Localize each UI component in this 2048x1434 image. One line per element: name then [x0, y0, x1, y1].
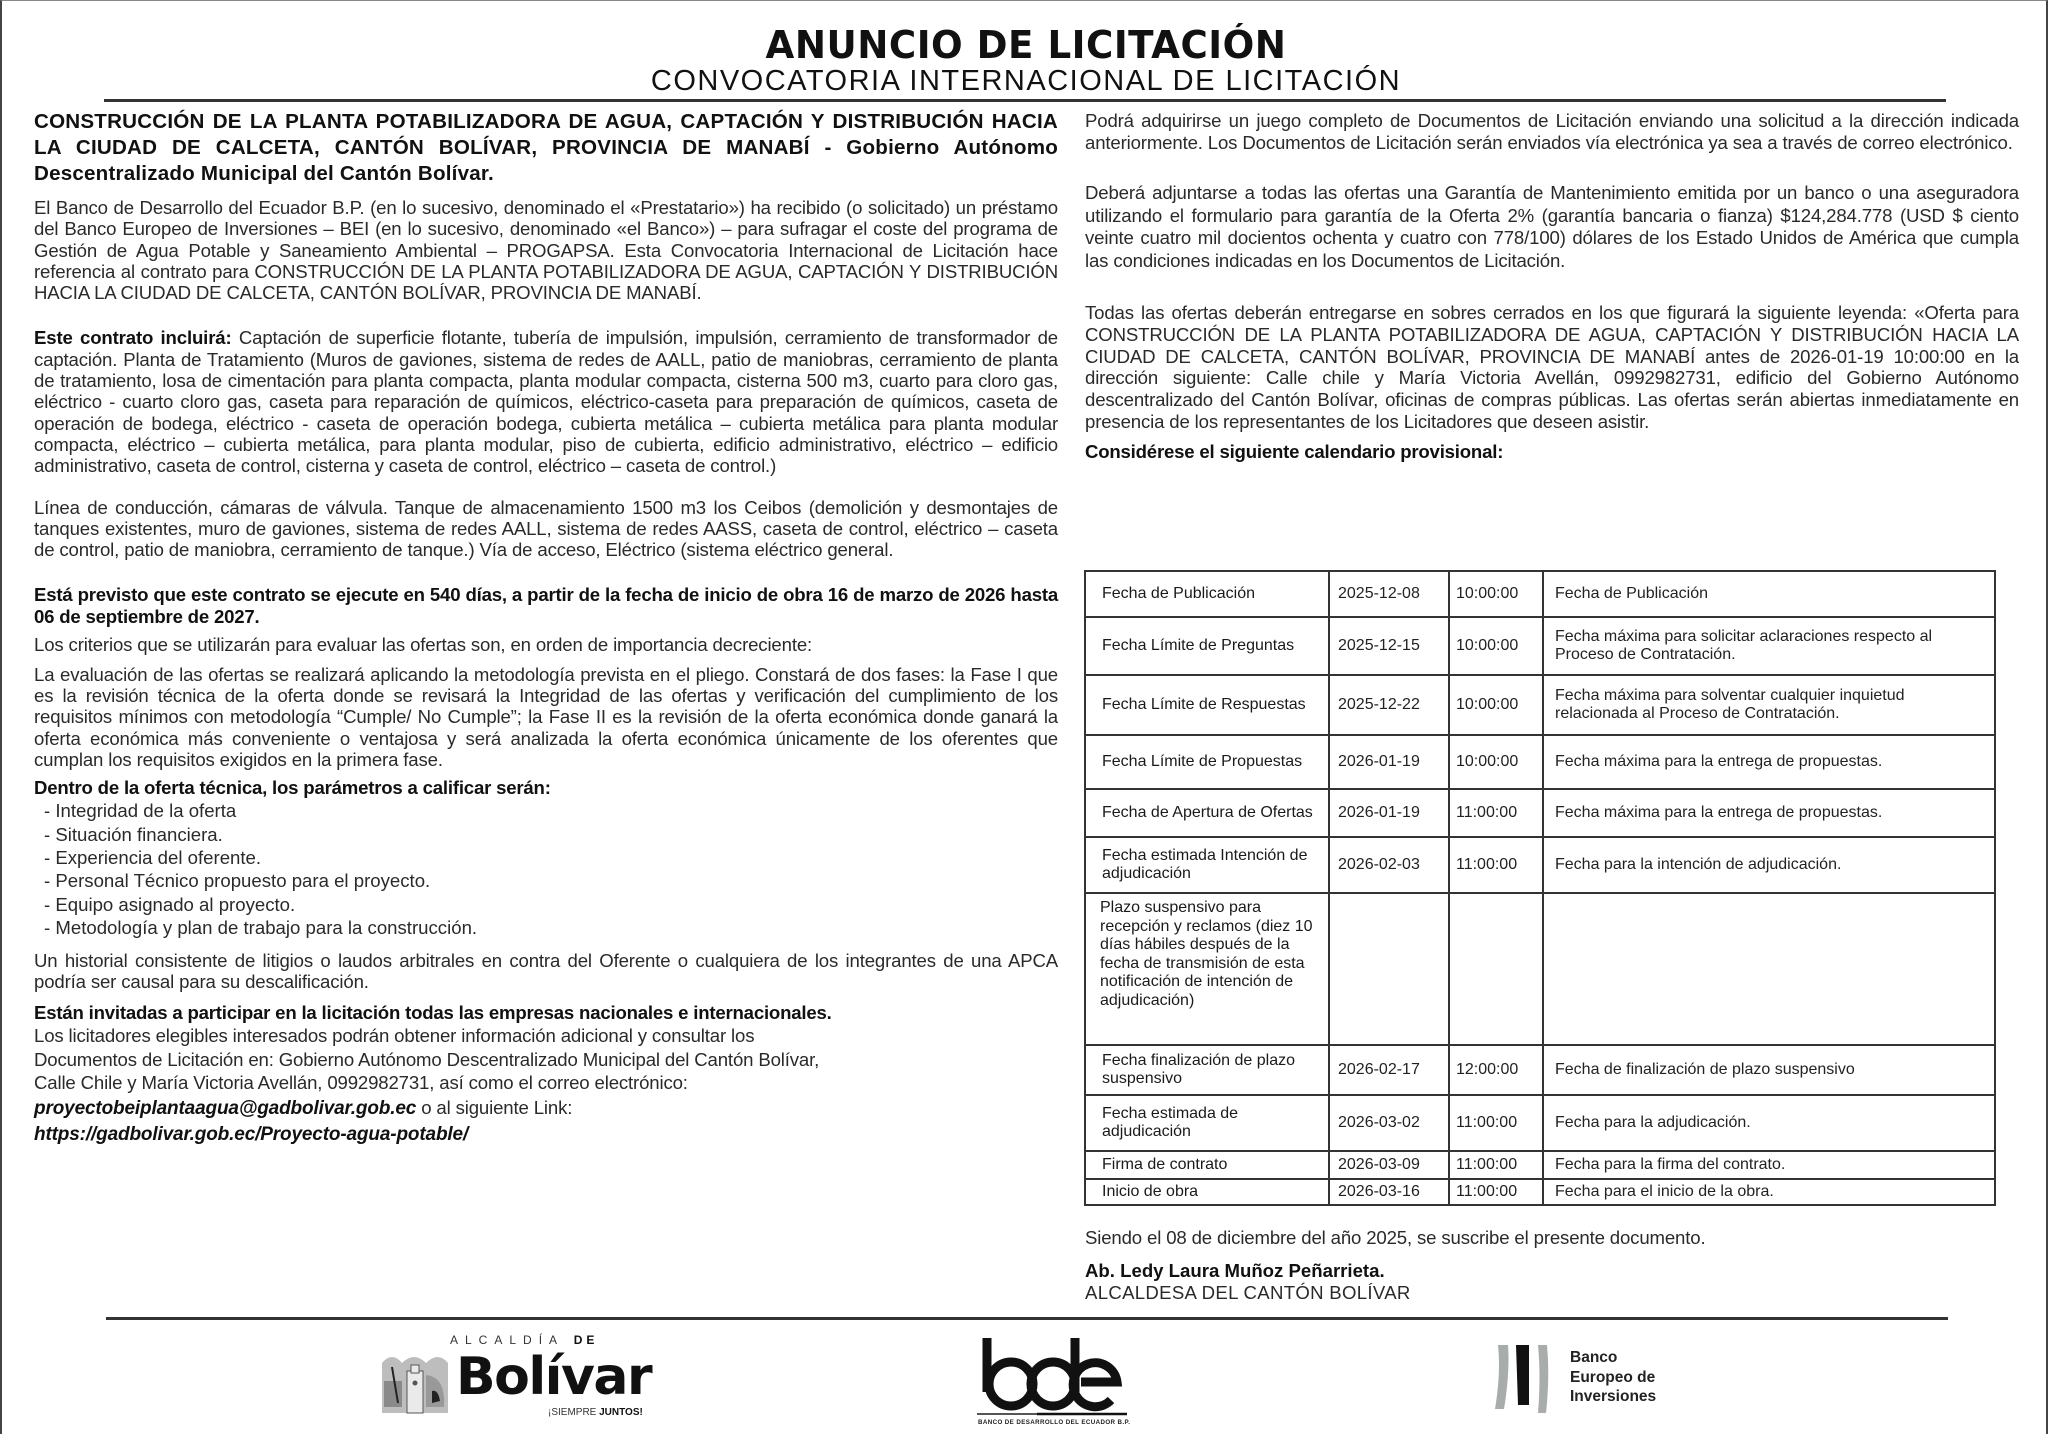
bde-logo — [977, 1334, 1131, 1429]
schedule-time: 12:00:00 — [1449, 1045, 1543, 1095]
schedule-description: Fecha de finalización de plazo suspensivo — [1543, 1045, 1995, 1095]
schedule-date: 2025-12-15 — [1329, 617, 1449, 675]
param-item: - Situación financiera. — [44, 823, 223, 845]
schedule-description — [1543, 893, 1995, 1045]
schedule-event: Firma de contrato — [1085, 1151, 1329, 1179]
contact-email-link[interactable]: proyectobeiplantaagua@gadbolivar.gob.ec — [34, 1097, 417, 1119]
right-column — [1085, 109, 2019, 463]
criteria-intro: Los criterios que se utilizarán para evaluar las ofertas son, en orden de importancia decreciente: — [34, 634, 813, 656]
param-item: - Integridad de la oferta — [44, 800, 237, 822]
project-heading: CONSTRUCCIÓN DE LA PLANTA POTABILIZADORA DE AGUA, CAPTACIÓN Y DISTRIBUCIÓN HACIA LA CIUDAD DE CALCETA, CANTÓN BOLÍVAR, PROVINCIA DE MANABÍ - Gobierno Autónomo Descentralizado Municipal del Cantón Bolívar. — [34, 110, 1058, 185]
schedule-time: 11:00:00 — [1449, 1095, 1543, 1151]
litigation-paragraph: Un historial consistente de litigios o laudos arbitrales en contra del Oferente o cualquiera de los integrantes de una APCA podría ser causal para su descalificación. — [34, 949, 1058, 992]
schedule-event: Fecha de Apertura de Ofertas — [1085, 789, 1329, 837]
alcaldia-label: ALCALDÍA DE — [450, 1333, 599, 1347]
schedule-event: Fecha de Publicación — [1085, 571, 1329, 617]
schedule-date: 2026-01-19 — [1329, 789, 1449, 837]
left-column — [34, 109, 1058, 1147]
info-line: Los licitadores elegibles interesados podrán obtener información adicional y consultar los — [34, 1025, 755, 1047]
schedule-table — [1084, 570, 1996, 1206]
schedule-time: 10:00:00 — [1449, 617, 1543, 675]
footer-divider — [106, 1317, 1948, 1320]
schedule-time: 11:00:00 — [1449, 789, 1543, 837]
closing-statement: Siendo el 08 de diciembre del año 2025, se suscribe el presente documento. — [1085, 1227, 1706, 1248]
schedule-row — [1085, 1179, 1995, 1205]
evaluation-paragraph: La evaluación de las ofertas se realizará aplicando la metodología prevista en el pliego. Constará de dos fases: la Fase I que es la revisión técnica de la oferta donde se revisará la Integridad de las ofertas y verificación del cumplimiento de los requisitos mínimos con metodología “Cumple/ No Cumple”; la Fase II es la revisión de la oferta económica donde ganará la oferta económica más conveniente o ventajosa y será analizada la oferta económica únicamente de los oferentes que cumplan los requisitos exigidos en la primera fase. — [34, 663, 1058, 770]
schedule-description: Fecha para la firma del contrato. — [1543, 1151, 1995, 1179]
schedule-description: Fecha para la adjudicación. — [1543, 1095, 1995, 1151]
param-item: - Metodología y plan de trabajo para la construcción. — [44, 917, 478, 939]
info-line: Documentos de Licitación en: Gobierno Autónomo Descentralizado Municipal del Cantón Bolívar, — [34, 1048, 820, 1070]
schedule-date: 2026-03-16 — [1329, 1179, 1449, 1205]
schedule-row — [1085, 1151, 1995, 1179]
schedule-time: 10:00:00 — [1449, 571, 1543, 617]
email-line — [34, 1095, 1058, 1122]
schedule-date: 2026-02-17 — [1329, 1045, 1449, 1095]
param-item: - Equipo asignado al proyecto. — [44, 893, 296, 915]
schedule-date: 2026-02-03 — [1329, 837, 1449, 893]
schedule-event: Fecha Límite de Preguntas — [1085, 617, 1329, 675]
signer-name: Ab. Ledy Laura Muñoz Peñarrieta. — [1085, 1260, 1385, 1281]
signature-block — [1085, 1227, 1985, 1304]
submission-paragraph: Todas las ofertas deberán entregarse en sobres cerrados en los que figurará la siguiente leyenda: «Oferta para CONSTRUCCIÓN DE LA PLANTA POTABILIZADORA DE AGUA, CAPTACIÓN Y DISTRIBUCIÓN HACIA LA CIUDAD DE CALCETA, CANTÓN BOLÍVAR, PROVINCIA DE MANABÍ antes de 2026-01-19 10:00:00 en la dirección siguiente: Calle chile y María Victoria Avellán, 0992982731, edificio del Gobierno Autónomo descentralizado del Cantón Bolívar, oficinas de compras públicas. Las ofertas serán abiertas inmediatamente en presencia de los representantes de los Licitadores que deseen asistir. — [1085, 302, 2019, 432]
schedule-date: 2026-01-19 — [1329, 735, 1449, 789]
signer-role: ALCALDESA DEL CANTÓN BOLÍVAR — [1085, 1282, 1411, 1303]
intro-paragraph: El Banco de Desarrollo del Ecuador B.P. (en lo sucesivo, denominado el «Prestatario») ha recibido (o solicitado) un préstamo del Banco Europeo de Inversiones – BEI (en lo sucesivo, denominado «el Banco») – para sufragar el coste del programa de Gestión de Agua Potable y Saneamiento Ambiental – PROGAPSA. Esta Convocatoria Internacional de Licitación hace referencia al contrato para CONSTRUCCIÓN DE LA PLANTA POTABILIZADORA DE AGUA, CAPTACIÓN Y DISTRIBUCIÓN HACIA LA CIUDAD DE CALCETA, CANTÓN BOLÍVAR, PROVINCIA DE MANABÍ. — [34, 197, 1058, 304]
bde-mark-icon — [977, 1334, 1127, 1416]
schedule-row — [1085, 789, 1995, 837]
schedule-date — [1329, 893, 1449, 1045]
schedule-heading: Considérese el siguiente calendario provisional: — [1085, 440, 1504, 462]
notice-subtitle: CONVOCATORIA INTERNACIONAL DE LICITACIÓN — [650, 65, 1402, 97]
param-item: - Personal Técnico propuesto para el proyecto. — [44, 870, 431, 892]
schedule-event: Fecha estimada de adjudicación — [1085, 1095, 1329, 1151]
bei-logo — [1492, 1341, 1712, 1431]
schedule-description: Fecha máxima para la entrega de propuestas. — [1543, 735, 1995, 789]
duration-paragraph: Está previsto que este contrato se ejecute en 540 días, a partir de la fecha de inicio de obra 16 de marzo de 2026 hasta 06 de septiembre de 2027. — [34, 584, 1058, 628]
bolivar-emblem-icon — [380, 1351, 450, 1417]
schedule-event: Fecha estimada Intención de adjudicación — [1085, 837, 1329, 893]
link-line — [34, 1122, 1058, 1147]
schedule-time: 11:00:00 — [1449, 1179, 1543, 1205]
schedule-row — [1085, 735, 1995, 789]
schedule-description: Fecha de Publicación — [1543, 571, 1995, 617]
schedule-date: 2025-12-08 — [1329, 571, 1449, 617]
notice-title: ANUNCIO DE LICITACIÓN — [765, 23, 1287, 67]
alcaldia-bolivar-logo — [380, 1331, 650, 1431]
schedule-date: 2025-12-22 — [1329, 675, 1449, 735]
schedule-time: 10:00:00 — [1449, 675, 1543, 735]
scope-paragraph — [34, 327, 1058, 476]
header-divider — [104, 99, 1946, 102]
params-list — [34, 799, 1058, 939]
schedule-time: 11:00:00 — [1449, 1151, 1543, 1179]
bei-bars-icon — [1492, 1343, 1562, 1413]
schedule-description: Fecha para el inicio de la obra. — [1543, 1179, 1995, 1205]
schedule-row — [1085, 571, 1995, 617]
invitation-heading: Están invitadas a participar en la licitación todas las empresas nacionales e internacionales. — [34, 1002, 832, 1024]
schedule-description: Fecha para la intención de adjudicación. — [1543, 837, 1995, 893]
schedule-row — [1085, 1095, 1995, 1151]
schedule-row — [1085, 893, 1995, 1045]
scope-text: Captación de superficie flotante, tubería de impulsión, impulsión, cerramiento de transformador de captación. Planta de Tratamiento (Muros de gaviones, sistema de redes de AALL, patio de maniobras, cerramiento de planta de tratamiento, losa de cimentación para planta compacta, planta modular compacta, cisterna 500 m3, cuarto para cloro gas, eléctrico - cuarto cloro gas, caseta para reparación de químicos, eléctrico-caseta para preparación de químicos, caseta de operación de bodega, eléctrico - caseta de operación bodega, cubierta metálica – cubierta metálica para planta modular compacta, eléctrico – cubierta metálica, para planta modular, piso de cubierta, edificio administrativo, eléctrico – edificio administrativo, caseta de control, cisterna y caseta de control, eléctrico – caseta de control.) — [34, 327, 1058, 477]
scope-label: Este contrato incluirá: — [34, 327, 232, 349]
param-item: - Experiencia del oferente. — [44, 847, 262, 869]
schedule-date: 2026-03-09 — [1329, 1151, 1449, 1179]
schedule-event: Plazo suspensivo para recepción y reclamos (diez 10 días hábiles después de la fecha de transmisión de esta notificación de intención de adjudicación) — [1085, 893, 1329, 1045]
conduction-paragraph: Línea de conducción, cámaras de válvula. Tanque de almacenamiento 1500 m3 los Ceibos (demolición y desmontajes de tanques existentes, muro de gaviones, sistema de redes AALL, sistema de redes AASS, caseta de control, eléctrico – caseta de control, patio de maniobra, cerramiento de tanque.) Vía de acceso, Eléctrico (sistema eléctrico general. — [34, 496, 1058, 561]
params-heading: Dentro de la oferta técnica, los parámetros a calificar serán: — [34, 777, 551, 799]
schedule-row — [1085, 675, 1995, 735]
project-url-link[interactable]: https://gadbolivar.gob.ec/Proyecto-agua-potable/ — [34, 1123, 469, 1145]
schedule-date: 2026-03-02 — [1329, 1095, 1449, 1151]
schedule-event: Fecha Límite de Propuestas — [1085, 735, 1329, 789]
schedule-description: Fecha máxima para solventar cualquier inquietud relacionada al Proceso de Contratación. — [1543, 675, 1995, 735]
schedule-event: Inicio de obra — [1085, 1179, 1329, 1205]
schedule-time: 10:00:00 — [1449, 735, 1543, 789]
guarantee-paragraph: Deberá adjuntarse a todas las ofertas una Garantía de Mantenimiento emitida por un banco o una aseguradora utilizando el formulario para garantía de la Oferta 2% (garantía bancaria o fianza) $124,284.778 (USD $ ciento veinte cuatro mil docientos ochenta y cuatro con 778/100) dólares de los Estado Unidos de América que cumpla las condiciones indicadas en los Documentos de Licitación. — [1085, 182, 2019, 271]
acquire-paragraph: Podrá adquirirse un juego completo de Documentos de Licitación enviando una solicitud a la dirección indicada anteriormente. Los Documentos de Licitación serán enviados vía electrónica ya sea a través de correo electrónico. — [1085, 110, 2019, 153]
schedule-row — [1085, 837, 1995, 893]
bei-name: Banco Europeo de Inversiones — [1570, 1349, 1657, 1405]
schedule-event: Fecha Límite de Respuestas — [1085, 675, 1329, 735]
schedule-row — [1085, 1045, 1995, 1095]
schedule-event: Fecha finalización de plazo suspensivo — [1085, 1045, 1329, 1095]
schedule-time: 11:00:00 — [1449, 837, 1543, 893]
email-suffix: o al siguiente Link: — [416, 1096, 573, 1118]
bde-caption: BANCO DE DESARROLLO DEL ECUADOR B.P. — [978, 1419, 1131, 1426]
schedule-row — [1085, 617, 1995, 675]
info-line: Calle Chile y María Victoria Avellán, 0992982731, así como el correo electrónico: — [34, 1072, 688, 1094]
schedule-description: Fecha máxima para la entrega de propuestas. — [1543, 789, 1995, 837]
bolivar-wordmark: Bolívar — [456, 1347, 652, 1407]
schedule-time — [1449, 893, 1543, 1045]
schedule-description: Fecha máxima para solicitar aclaraciones respecto al Proceso de Contratación. — [1543, 617, 1995, 675]
bolivar-tagline: ¡SIEMPRE JUNTOS! — [548, 1407, 643, 1418]
